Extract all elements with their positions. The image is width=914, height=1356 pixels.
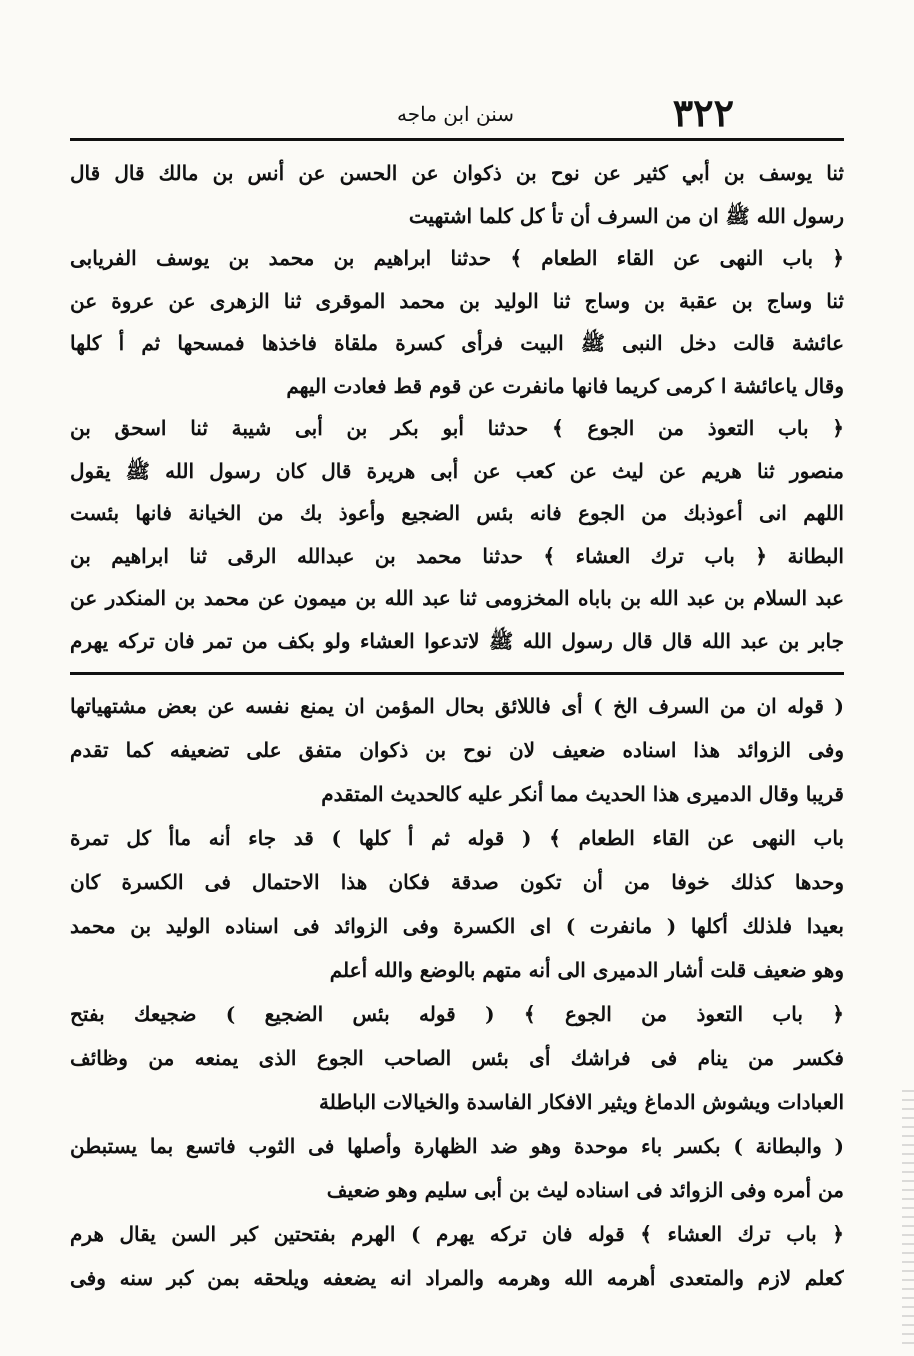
text-line: رسول الله ﷺ ان من السرف أن تأ كل كلما اشتهيت xyxy=(408,203,844,228)
commentary-line: بعيدا فلذلك أكلها ( مانفرت ) اى الكسرة وفى الزوائد فى اسناده الوليد بن محمد xyxy=(70,914,844,938)
commentary-line: ﴿ باب التعوذ من الجوع ﴾ ( قوله بئس الضجيع ) ضجيعك بفتح xyxy=(70,1002,844,1026)
commentary-line: وحدها كذلك خوفا من أن تكون صدقة فكان هذا الاحتمال فى الكسرة كان xyxy=(70,870,844,894)
commentary-line: ﴿ باب ترك العشاء ﴾ قوله فان تركه يهرم ) الهرم بفتحتين كبر السن يقال هرم xyxy=(70,1222,844,1246)
text-line: وقال ياعائشة ا كرمى كريما فانها مانفرت عن قوم قط فعادت اليهم xyxy=(286,373,844,398)
header-rule xyxy=(70,138,844,141)
commentary-line: ( والبطانة ) بكسر باء موحدة وهو ضد الظهارة وأصلها فى الثوب فاتسع بما يستبطن xyxy=(70,1134,844,1158)
commentary-line: قريبا وقال الدميرى هذا الحديث مما أنكر عليه كالحديث المتقدم xyxy=(321,782,844,806)
text-line: جابر بن عبد الله قال قال رسول الله ﷺ لاتدعوا العشاء ولو بكف من تمر فان تركه يهرم xyxy=(70,628,844,653)
commentary-line: ( قوله ان من السرف الخ ) أى فاللائق بحال المؤمن ان يمنع نفسه عن بعض مشتهياتها xyxy=(70,694,844,718)
commentary-line: العبادات ويشوش الدماغ ويثير الافكار الفاسدة والخيالات الباطلة xyxy=(318,1090,844,1114)
page-number: ٣٢٢ xyxy=(672,90,734,135)
running-title: سنن ابن ماجه xyxy=(397,102,514,126)
commentary-line: باب النهى عن القاء الطعام ﴾ ( قوله ثم أ كلها ) قد جاء أنه ماأ كل تمرة xyxy=(70,826,844,850)
text-line: ﴿ باب النهى عن القاء الطعام ﴾ حدثنا ابراهيم بن محمد بن يوسف الفريابى xyxy=(70,246,844,270)
text-line: منصور ثنا هريم عن ليث عن كعب عن أبى هريرة قال كان رسول الله ﷺ يقول xyxy=(70,458,844,483)
text-line: عائشة قالت دخل النبى ﷺ البيت فرأى كسرة ملقاة فاخذها فمسحها ثم أ كلها xyxy=(70,331,844,355)
commentary-line: فكسر من ينام فى فراشك أى بئس الصاحب الجوع الذى يمنعه من وظائف xyxy=(70,1046,844,1070)
text-line: عبد السلام بن عبد الله بن باباه المخزومى ثنا عبد الله بن ميمون عن محمد بن المنكدر عن xyxy=(70,586,844,610)
text-line: ثنا يوسف بن أبي كثير عن نوح بن ذكوان عن الحسن عن أنس بن مالك قال قال xyxy=(70,161,844,185)
commentary-divider xyxy=(70,672,844,675)
text-line: اللهم انى أعوذبك من الجوع فانه بئس الضجيع وأعوذ بك من الخيانة فانها بئست xyxy=(70,501,844,525)
page-edge-speckle xyxy=(902,1090,914,1350)
page-header xyxy=(70,90,844,134)
text-line: ثنا وساج بن عقبة بن وساج ثنا الوليد بن محمد الموقرى ثنا الزهرى عن عروة عن xyxy=(70,288,844,313)
commentary-line: وفى الزوائد هذا اسناده ضعيف لان نوح بن ذكوان متفق على تضعيفه كما تقدم xyxy=(70,738,844,762)
hadith-text xyxy=(70,152,844,662)
commentary-line: كعلم لازم والمتعدى أهرمه الله وهرمه والمراد انه يضعفه ويلحقه بمن كبر سنه وفى xyxy=(70,1266,844,1290)
commentary-text xyxy=(70,684,844,1300)
text-line: ﴿ باب التعوذ من الجوع ﴾ حدثنا أبو بكر بن أبى شيبة ثنا اسحق بن xyxy=(70,416,844,440)
commentary-line: وهو ضعيف قلت أشار الدميرى الى أنه متهم بالوضع والله أعلم xyxy=(329,958,844,982)
text-line: البطانة ﴿ باب ترك العشاء ﴾ حدثنا محمد بن عبدالله الرقى ثنا ابراهيم بن xyxy=(70,543,844,568)
commentary-line: من أمره وفى الزوائد فى اسناده ليث بن أبى سليم وهو ضعيف xyxy=(326,1178,844,1202)
